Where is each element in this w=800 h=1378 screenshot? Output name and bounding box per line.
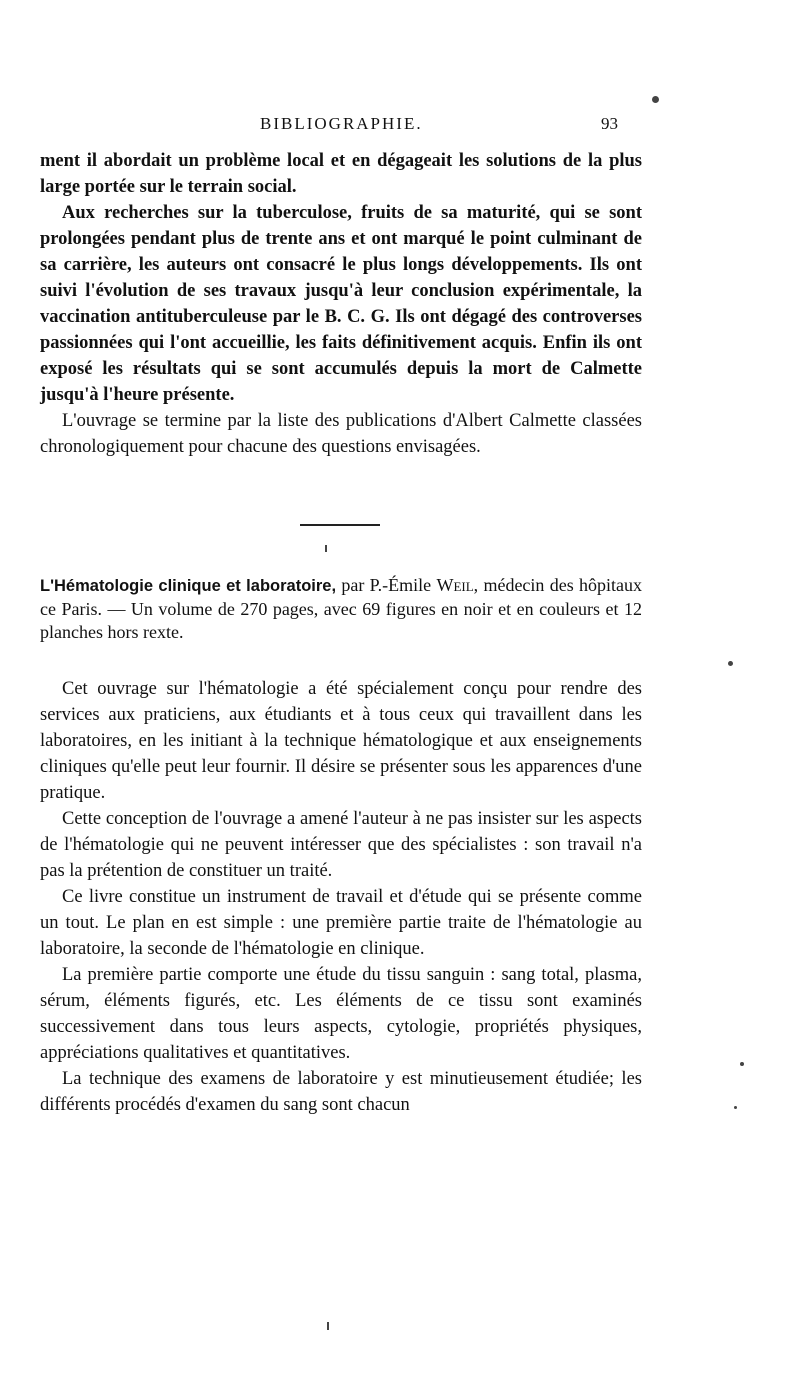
print-speck — [728, 661, 733, 666]
review-paragraph-2: Cette conception de l'ouvrage a amené l'auteur à ne pas insister sur les aspects de l'hématologie qui ne peuvent intéresser que des spécialistes : son travail n'a pas la prétention de constituer un traité. — [40, 809, 642, 881]
review-paragraph-1: Cet ouvrage sur l'hématologie a été spécialement conçu pour rendre des services aux praticiens, aux étudiants et à tous ceux qui travaillent dans les laboratoires, en les initiant à la technique hématologique et aux enseignements cliniques qu'elle peut leur fournir. Il désire se présenter sous les apparences d'une pratique. — [40, 679, 642, 803]
print-speck — [734, 1106, 737, 1109]
print-speck — [327, 1322, 329, 1330]
review-text — [40, 676, 642, 1118]
review-paragraph-4: La première partie comporte une étude du tissu sanguin : sang total, plasma, sérum, éléments figurés, etc. Les éléments de ce tissu sont examinés successivement dans tous leurs aspects, cytologie, propriétés physiques, appréciations qualitatives et quantitatives. — [40, 965, 642, 1063]
book-details: , médecin des hôpitaux ce Paris. — Un volume de 270 pages, avec 69 figures en noir et en couleurs et 12 planches hors rexte. — [40, 575, 643, 642]
bibliographic-entry — [40, 574, 642, 644]
intro-paragraph-1: ment il abordait un problème local et en dégageait les solutions de la plus large portée sur le terrain social. — [40, 151, 642, 197]
intro-paragraph-2: Aux recherches sur la tuberculose, fruits de sa maturité, qui se sont prolongées pendant plus de trente ans et ont marqué le point culminant de sa carrière, les auteurs ont consacré le plus longs développements. Ils ont suivi l'évolution de ses travaux jusqu'à leur conclusion expérimentale, la vaccination antituberculeuse par le B. C. G. Ils ont dégagé des controverses passionnées qui l'ont accueillie, les faits définitivement acquis. Enfin ils ont exposé les résultats qui se sont accumulés depuis la mort de Calmette jusqu'à l'heure présente. — [40, 203, 642, 405]
running-title: BIBLIOGRAPHIE. — [260, 114, 423, 133]
print-speck — [652, 96, 659, 103]
book-by: par P.-Émile — [341, 575, 432, 595]
print-speck — [740, 1062, 744, 1066]
book-title: L'Hématologie clinique et laboratoire, — [40, 577, 337, 595]
intro-paragraph-3: L'ouvrage se termine par la liste des publications d'Albert Calmette classées chronologiquement pour chacune des questions envisagées. — [40, 411, 642, 457]
review-paragraph-3: Ce livre constitue un instrument de travail et d'étude qui se présente comme un tout. Le plan en est simple : une première partie traite de l'hématologie au laboratoire, la seconde de l'hématologie en clinique. — [40, 887, 642, 959]
page-number: 93 — [601, 114, 618, 133]
review-paragraph-5: La technique des examens de laboratoire y est minutieusement étudiée; les différents procédés d'examen du sang sont chacun — [40, 1069, 642, 1115]
book-author-surname: Weil — [436, 575, 474, 595]
intro-text — [40, 148, 642, 460]
print-speck — [325, 545, 327, 552]
section-divider — [300, 524, 380, 526]
running-header — [0, 114, 800, 138]
